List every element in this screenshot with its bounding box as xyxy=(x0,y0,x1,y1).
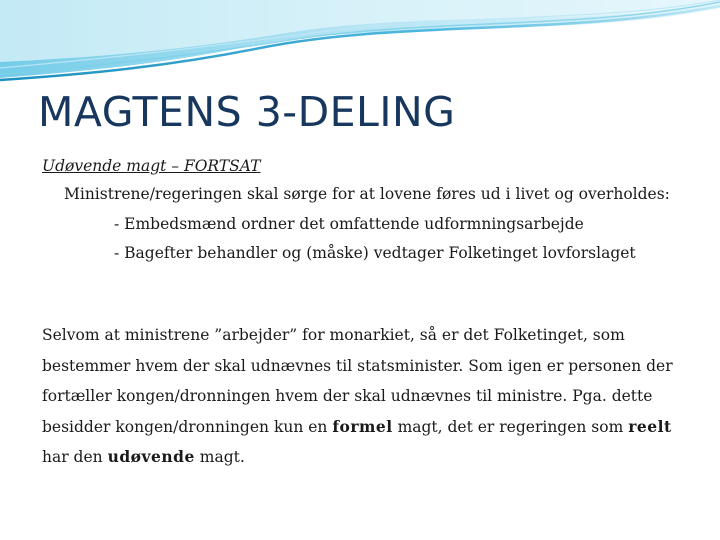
emphasis-udovende: udøvende xyxy=(107,447,195,466)
paragraph-text: har den xyxy=(42,448,108,466)
wave-header-decoration xyxy=(0,0,720,90)
slide-title: MAGTENS 3-DELING xyxy=(38,88,456,136)
bullet-item: - Embedsmænd ordner det omfattende udformningsarbejde xyxy=(114,215,584,234)
emphasis-reelt: reelt xyxy=(628,416,672,436)
bullet-item: - Bagefter behandler og (måske) vedtager Folketinget lovforslaget xyxy=(114,244,636,263)
intro-text: Ministrene/regeringen skal sørge for at lovene føres ud i livet og overholdes: xyxy=(64,185,670,204)
paragraph-text: Selvom at ministrene ”arbejder” for monarkiet, så er det Folketinget, som bestemmer hvem der skal udnævnes til statsminister. Som igen er personen der fortæller kongen/dronningen hvem der skal udnævnes til ministre. Pga. dette besidder kongen/dronningen kun en xyxy=(42,326,673,436)
paragraph-text: magt, det er regeringen som xyxy=(392,417,629,436)
paragraph-text: magt. xyxy=(194,448,245,466)
slide-body xyxy=(42,156,692,273)
explanation-paragraph xyxy=(42,320,702,473)
emphasis-formel: formel xyxy=(332,416,393,436)
subheading: Udøvende magt – FORTSAT xyxy=(42,157,261,175)
